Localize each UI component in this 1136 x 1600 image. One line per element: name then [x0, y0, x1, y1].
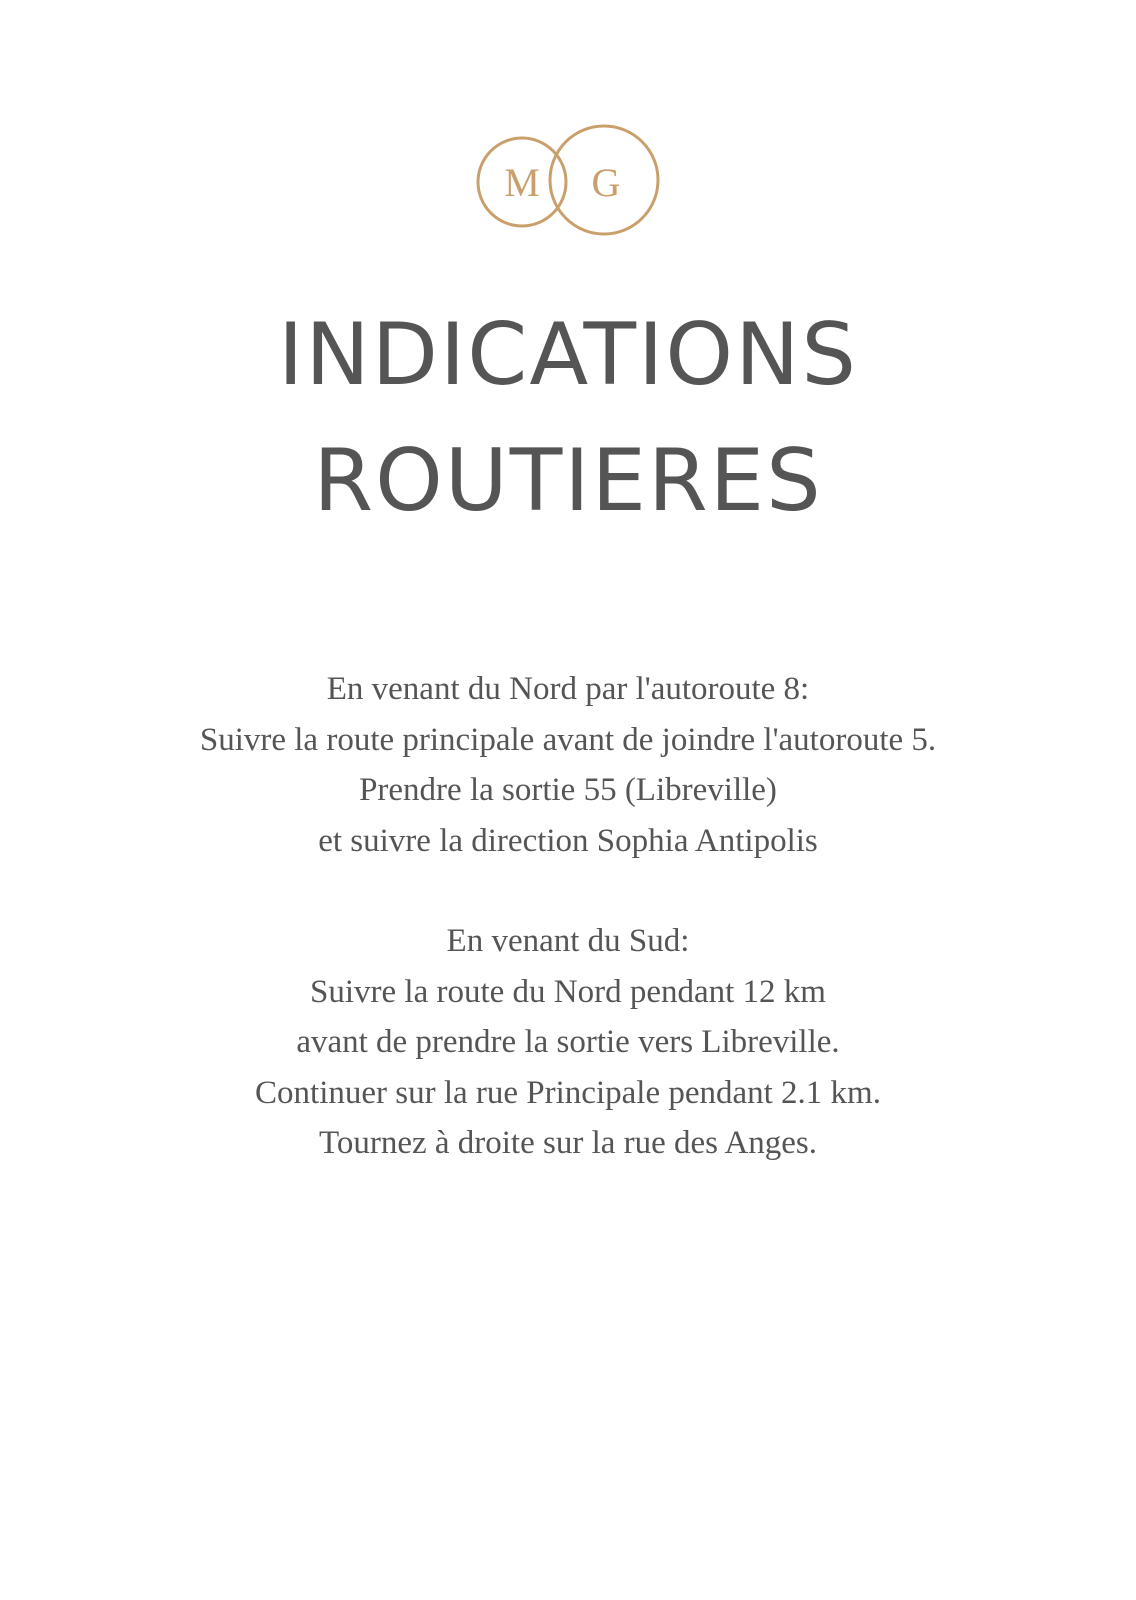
page-title [0, 292, 1136, 544]
title-line-1: INDICATIONS [278, 305, 858, 405]
direction-line: avant de prendre la sortie vers Libreville. [296, 1024, 840, 1060]
direction-line: En venant du Nord par l'autoroute 8: [326, 671, 810, 707]
directions-text [0, 664, 1136, 1169]
monogram-logo [480, 124, 680, 244]
directions-from-north [0, 664, 1136, 866]
direction-line: et suivre la direction Sophia Antipolis [318, 822, 818, 859]
direction-line: En venant du Sud: [446, 923, 690, 959]
monogram-initial-right: G [591, 160, 621, 205]
monogram-initial-left: M [504, 160, 540, 205]
direction-line: Tournez à droite sur la rue des Anges. [318, 1125, 818, 1161]
direction-line: Continuer sur la rue Principale pendant 2.1 km. [255, 1074, 881, 1111]
directions-from-south [0, 916, 1136, 1169]
title-line-2: ROUTIERES [313, 431, 823, 531]
direction-line: Prendre la sortie 55 (Libreville) [359, 772, 777, 808]
direction-line: Suivre la route principale avant de joindre l'autoroute 5. [199, 721, 937, 758]
direction-line: Suivre la route du Nord pendant 12 km [310, 973, 826, 1010]
